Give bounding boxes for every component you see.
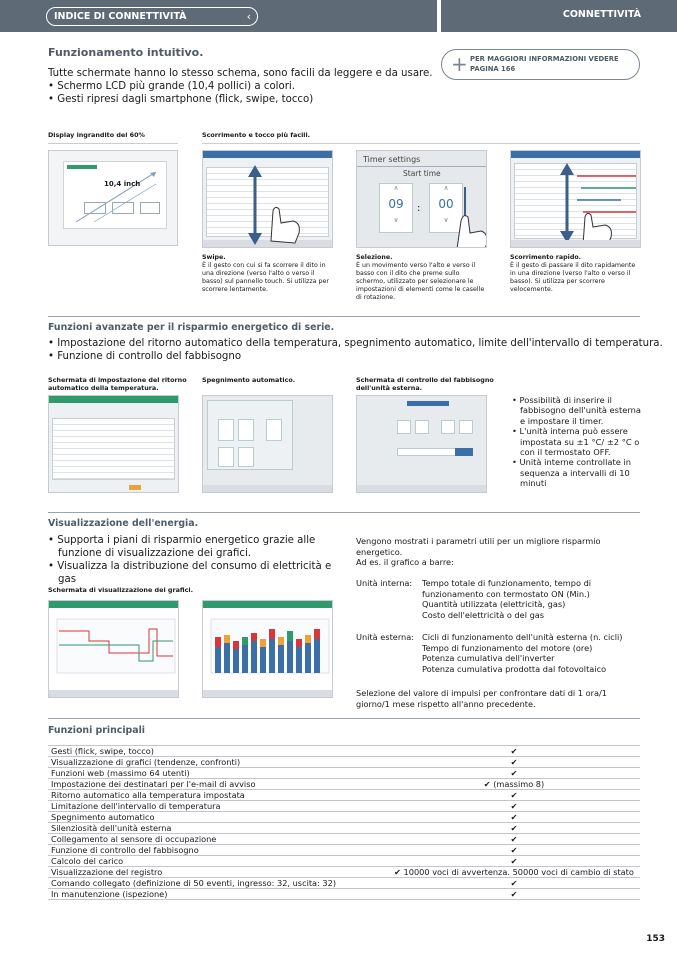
- function-name: Funzioni web (massimo 64 utenti): [48, 768, 388, 779]
- more-info-text: PER MAGGIORI INFORMAZIONI VEDERE PAGINA 166: [470, 55, 619, 73]
- index-label: INDICE DI CONNETTIVITÀ: [54, 11, 187, 22]
- function-name: Funzione di controllo del fabbisogno: [48, 845, 388, 856]
- function-value: ✔: [388, 845, 640, 856]
- function-value: ✔: [388, 834, 640, 845]
- demand-screen: [356, 395, 487, 493]
- list-item: • Visualizza la distribuzione del consumo di elettricità e gas: [48, 560, 333, 586]
- auto-off-screen: [202, 395, 333, 493]
- chevron-down-icon: ∨: [443, 216, 449, 224]
- energy-bullets: [48, 534, 333, 586]
- temperature-return-screen: [48, 395, 179, 493]
- outdoor-params: [356, 632, 652, 676]
- function-value: ✔: [388, 768, 640, 779]
- function-name: Limitazione dell'intervallo di temperatura: [48, 801, 388, 812]
- hand-icon: [357, 151, 487, 248]
- section-divider: [48, 512, 640, 513]
- line-graph-icon: [49, 601, 179, 698]
- timeline-bars-icon: [511, 151, 641, 248]
- section-label: CONNETTIVITÀ: [562, 9, 641, 20]
- list-item: • Possibilità di inserire il fabbisogno dell'unità esterna e impostare il timer.: [512, 395, 642, 426]
- function-name: Impostazione dei destinatari per l'e-mail di avviso: [48, 779, 388, 790]
- bar-graph-icon: [203, 601, 333, 698]
- table-row: [48, 790, 640, 801]
- list-item: Costo dell'elettricità o del gas: [422, 609, 545, 620]
- function-name: Spegnimento automatico: [48, 812, 388, 823]
- list-item: • L'unità interna può essere impostata su ±1 °C/ ±2 °C o con il termostato OFF.: [512, 426, 642, 457]
- caption-display: Display ingrandito del 60%: [48, 131, 145, 139]
- list-item: Tempo totale di funzionamento, tempo di funzionamento con termostato ON (Min.): [422, 578, 592, 599]
- swipe-arrow-icon: [203, 151, 333, 248]
- swipe-description: Swipe. È il gesto con cui si fa scorrere il dito in una direzione (verso l'alto o verso il basso) sul pannello touch. Si utilizza per scorrere lentamente.: [202, 254, 329, 293]
- screen-frame: [63, 161, 167, 229]
- function-name: Visualizzazione del registro: [48, 867, 388, 878]
- table-row: [48, 889, 640, 900]
- fast-scroll-description: Scorrimento rapido. È il gesto di passare il dito rapidamente in una direzione (verso l'alto o verso il basso). Si utilizza per scorrere velocemente.: [510, 254, 636, 293]
- table-row: [48, 834, 640, 845]
- intro-text: Tutte schermate hanno lo stesso schema, sono facili da leggere e da usare.: [48, 68, 433, 79]
- function-value: ✔ (massimo 8): [388, 779, 640, 790]
- caption-temperature-return: Schermata di impostazione del ritorno automatico della temperatura.: [48, 376, 187, 392]
- outdoor-label: Unità esterna:: [356, 632, 415, 642]
- more-info-link[interactable]: [441, 49, 640, 80]
- function-name: Ritorno automatico alla temperatura impostata: [48, 790, 388, 801]
- list-item: Quantità utilizzata (elettricità, gas): [422, 599, 566, 610]
- chevron-left-icon: ‹: [246, 10, 251, 23]
- function-value: ✔: [388, 878, 640, 889]
- function-name: Silenziosità dell'unità esterna: [48, 823, 388, 834]
- demand-bullets: [512, 395, 642, 489]
- section-divider: [48, 316, 640, 317]
- list-item: • Gesti ripresi dagli smartphone (flick, swipe, tocco): [48, 93, 313, 106]
- section-divider: [48, 718, 640, 719]
- hour-value: 09: [388, 197, 404, 211]
- list-item: • Funzione di controllo del fabbisogno: [48, 350, 663, 363]
- table-row: [48, 812, 640, 823]
- energy-example: Ad es. il grafico a barre:: [356, 557, 454, 567]
- screen-size-label: 10,4 inch: [104, 180, 141, 188]
- fast-scroll-image: [510, 150, 641, 248]
- function-value: ✔: [388, 790, 640, 801]
- table-row: [48, 823, 640, 834]
- plus-icon: +: [451, 52, 468, 76]
- function-name: Calcolo del carico: [48, 856, 388, 867]
- table-row: [48, 801, 640, 812]
- function-name: Collegamento al sensore di occupazione: [48, 834, 388, 845]
- function-value: ✔: [388, 801, 640, 812]
- display-image: [48, 150, 178, 246]
- list-item: Tempo di funzionamento del motore (ore): [422, 642, 593, 653]
- list-item: • Impostazione del ritorno automatico della temperatura, spegnimento automatico, limite dell'intervallo di temperatura.: [48, 337, 663, 350]
- caption-graphs: Schermata di visualizzazione dei grafici.: [48, 586, 194, 594]
- main-functions-table: [48, 745, 640, 900]
- index-button[interactable]: [46, 7, 258, 26]
- function-name: In manutenzione (ispezione): [48, 889, 388, 900]
- chevron-up-icon: ∧: [393, 184, 399, 192]
- divider: [202, 143, 640, 144]
- table-row: [48, 867, 640, 878]
- table-row: [48, 768, 640, 779]
- advanced-bullets: [48, 337, 663, 363]
- bar-graph-screen: [202, 600, 333, 698]
- select-description: Selezione. È un movimento verso l'alto e verso il basso con il dito che preme sullo schermo, utilizzato per selezionare le impostazioni di elementi come le caselle di rotazione.: [356, 254, 485, 301]
- list-item: • Schermo LCD più grande (10,4 pollici) a colori.: [48, 80, 313, 93]
- list-item: Potenza cumulativa prodotta dal fotovoltaico: [422, 663, 607, 674]
- energy-closing: Selezione del valore di impulsi per confrontare dati di 1 ora/1 giorno/1 mese rispetto all'anno precedente.: [356, 688, 607, 709]
- header-bar: [0, 0, 677, 32]
- chevron-down-icon: ∨: [393, 216, 399, 224]
- intuitive-bullets: [48, 80, 313, 106]
- table-row: [48, 878, 640, 889]
- function-value: ✔: [388, 889, 640, 900]
- function-value: ✔: [388, 856, 640, 867]
- table-row: [48, 746, 640, 757]
- list-item: • Unità interne controllate in sequenza a intervalli di 10 minuti: [512, 457, 642, 488]
- indoor-label: Unità interna:: [356, 578, 413, 588]
- page-number: 153: [646, 934, 665, 944]
- timer-screen-image: Timer settings Start time ∧ 09 ∨ : ∧ 00 ∨: [356, 150, 487, 248]
- section-title-advanced: Funzioni avanzate per il risparmio energetico di serie.: [48, 322, 335, 333]
- function-value: ✔ 10000 voci di avvertenza. 50000 voci di cambio di stato: [388, 867, 640, 878]
- list-item: Cicli di funzionamento dell'unità esterna (n. cicli): [422, 632, 623, 642]
- indoor-params: [356, 578, 652, 622]
- function-name: Gesti (flick, swipe, tocco): [48, 746, 388, 757]
- caption-demand: Schermata di controllo del fabbisogno dell'unità esterna.: [356, 376, 494, 392]
- table-row: [48, 779, 640, 790]
- chevron-up-icon: ∧: [443, 184, 449, 192]
- screen-list-image: [202, 150, 333, 248]
- caption-auto-off: Spegnimento automatico.: [202, 376, 296, 384]
- function-value: ✔: [388, 823, 640, 834]
- table-row: [48, 757, 640, 768]
- list-item: Potenza cumulativa dell'inverter: [422, 653, 555, 664]
- function-name: Visualizzazione di grafici (tendenze, confronti): [48, 757, 388, 768]
- function-value: ✔: [388, 757, 640, 768]
- section-title-intuitive: Funzionamento intuitivo.: [48, 46, 204, 59]
- minute-value: 00: [438, 197, 454, 211]
- function-value: ✔: [388, 746, 640, 757]
- header-divider: [437, 0, 441, 32]
- table-row: [48, 856, 640, 867]
- section-title-energy: Visualizzazione dell'energia.: [48, 518, 199, 529]
- function-name: Comando collegato (definizione di 50 eventi, ingresso: 32, uscita: 32): [48, 878, 388, 889]
- divider: [48, 143, 178, 144]
- table-row: [48, 845, 640, 856]
- timer-title: Timer settings: [363, 155, 421, 164]
- section-title-main-functions: Funzioni principali: [48, 725, 146, 736]
- caption-scroll: Scorrimento e tocco più facili.: [202, 131, 311, 139]
- timer-start-label: Start time: [403, 169, 441, 178]
- diagonal-arrow-icon: [64, 162, 168, 230]
- line-graph-screen: [48, 600, 179, 698]
- energy-intro: Vengono mostrati i parametri utili per un migliore risparmio energetico.: [356, 536, 601, 557]
- list-item: • Supporta i piani di risparmio energetico grazie alle funzione di visualizzazione dei grafici.: [48, 534, 333, 560]
- function-value: ✔: [388, 812, 640, 823]
